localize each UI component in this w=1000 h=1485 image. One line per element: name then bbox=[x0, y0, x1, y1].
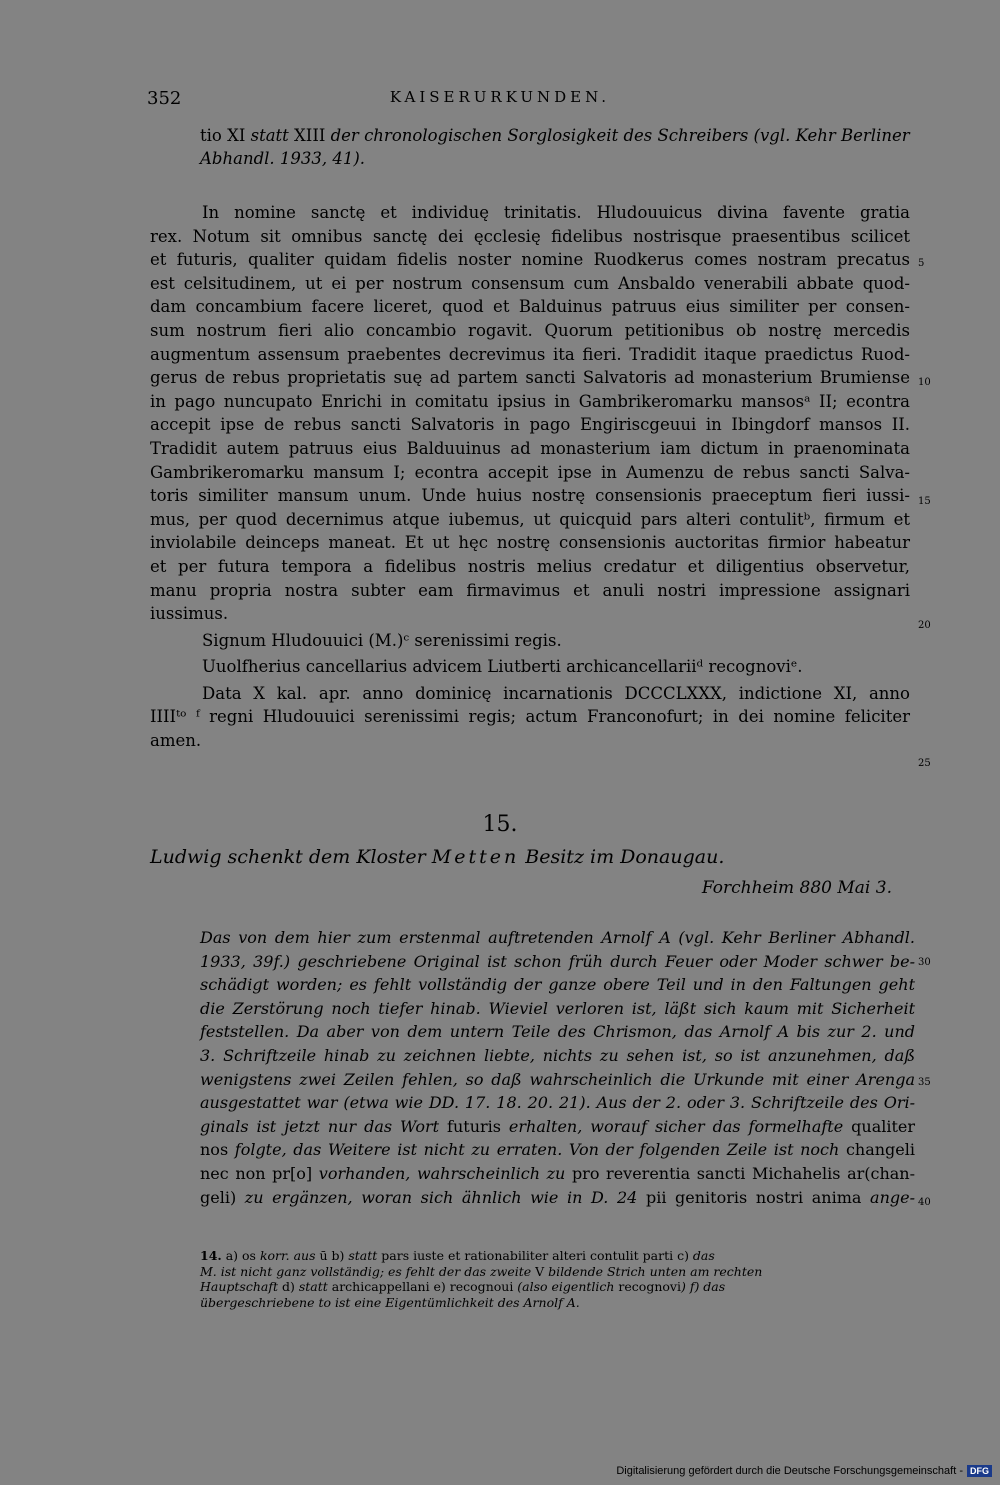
prelim-quote: qualiter bbox=[851, 1116, 916, 1136]
margin-number: 20 bbox=[918, 620, 931, 631]
fn-italic: übergeschriebene to ist eine Eigentümlichkeit des Arnolf A. bbox=[200, 1294, 580, 1310]
fn-text: archicappellani e) recognoui bbox=[327, 1279, 518, 1294]
prelim-line: ausgestattet war (etwa wie DD. 17. 18. 20. 21). Aus der 2. oder 3. Schriftzeile des Ori- bbox=[200, 1093, 915, 1113]
fn-italic: Hauptschaft bbox=[200, 1279, 278, 1294]
text-line: et futuris, qualiter quidam fidelis noster nomine Ruodkerus comes nostram precatus bbox=[150, 250, 910, 270]
text-line: et per futura tempora a fidelibus nostris melius credatur et diligentius observetur, bbox=[150, 556, 910, 576]
fn-italic: statt bbox=[298, 1279, 328, 1294]
text-line: est celsitudinem, ut ei per nostrum consensum cum Ansbaldo venerabili abbate quod- bbox=[150, 273, 910, 293]
text-line: accepit ipse de rebus sancti Salvatoris in pago Engiriscgeuui in Ibingdorf mansos II. bbox=[150, 415, 910, 435]
text-line: Tradidit autem patruus eius Balduuinus ad monasterium iam dictum in praenominata bbox=[150, 438, 910, 458]
fn-italic: statt bbox=[348, 1248, 378, 1263]
prelim-quote: pro reverentia sancti Michahelis ar(chan- bbox=[571, 1163, 916, 1183]
fn-text: ū b) bbox=[315, 1248, 349, 1263]
intro-rest2: Abhandl. 1933, 41). bbox=[200, 149, 366, 168]
prelim-text: ginals ist jetzt nur das Wort bbox=[200, 1116, 448, 1136]
prelim-text: ange- bbox=[861, 1187, 916, 1207]
prelim-line: 3. Schriftzeile hinab zu zeichnen liebte, nichts zu sehen ist, so ist anzunehmen, daß bbox=[200, 1045, 915, 1065]
title-post: Besitz im Donaugau. bbox=[519, 846, 725, 868]
prelim-line: schädigt worden; es fehlt vollständig der ganze obere Teil und in den Faltungen geht bbox=[200, 975, 915, 995]
recognition-line: Uuolfherius cancellarius advicem Liutberti archicancellariiᵈ recognoviᵉ. bbox=[202, 657, 803, 677]
title-pre: Ludwig schenkt dem Kloster bbox=[150, 846, 432, 868]
footnote-line bbox=[200, 1279, 915, 1295]
margin-number: 15 bbox=[918, 496, 931, 507]
footnote-line bbox=[200, 1295, 915, 1311]
text-line: gerus de rebus proprietatis suę ad partem sancti Salvatoris ad monasterium Brumiense bbox=[150, 368, 910, 388]
running-title: KAISERURKUNDEN. bbox=[389, 88, 611, 106]
text-line: In nomine sanctę et individuę trinitatis. Hludouuicus divina favente gratia bbox=[202, 203, 910, 222]
prelim-quote: nec non pr[o] bbox=[200, 1163, 313, 1183]
margin-number: 35 bbox=[918, 1077, 931, 1088]
prelim-quote: futuris bbox=[447, 1116, 501, 1136]
prelim-line: Das von dem hier zum erstenmal auftretenden Arnolf A (vgl. Kehr Berliner Abhandl. bbox=[200, 928, 915, 947]
text-line: iussimus. bbox=[150, 604, 229, 624]
preliminary-note bbox=[200, 926, 915, 1209]
dfg-logo: DFG bbox=[967, 1465, 992, 1477]
prelim-line bbox=[200, 1162, 915, 1186]
fn-text: V bbox=[535, 1263, 545, 1279]
intro-rest1: der chronologischen Sorglosigkeit des Schreibers (vgl. Kehr Berliner bbox=[330, 126, 910, 145]
prelim-line bbox=[200, 1138, 915, 1162]
footnote-line bbox=[200, 1264, 915, 1280]
funding-banner bbox=[616, 1465, 992, 1477]
intro-statt: statt bbox=[250, 126, 289, 145]
data-line: IIIIᵗᵒ ᶠ regni Hludouuici serenissimi regis; actum Franconofurt; in dei nomine feliciter bbox=[150, 707, 910, 727]
charter-text bbox=[150, 201, 910, 753]
fn-text: pars iuste et rationabiliter alteri contulit parti c) bbox=[377, 1248, 693, 1263]
margin-number: 30 bbox=[918, 957, 931, 968]
prelim-line: feststellen. Da aber von dem untern Teile des Chrismon, das Arnolf A bis zur 2. und bbox=[200, 1022, 915, 1042]
data-line: Data X kal. apr. anno dominicę incarnationis DCCCLXXX, indictione XI, anno bbox=[202, 683, 910, 703]
signum-line: Signum Hludouuici (M.)ᶜ serenissimi regis. bbox=[202, 630, 562, 650]
margin-number: 10 bbox=[918, 377, 931, 388]
fn-italic: M. ist nicht ganz vollständig; es fehlt der das zweite bbox=[200, 1263, 536, 1279]
fn-text: d) bbox=[278, 1279, 299, 1294]
text-line: augmentum assensum praebentes decrevimus ita fieri. Tradidit itaque praedictus Ruod- bbox=[150, 344, 910, 364]
text-line: rex. Notum sit omnibus sanctę dei ęcclesię fidelibus nostrisque praesentibus scilicet bbox=[150, 226, 910, 246]
prelim-quote: pii genitoris nostri anima bbox=[645, 1187, 862, 1207]
prelim-text: folgte, das Weitere ist nicht zu erraten. Von der folgenden Zeile ist noch bbox=[228, 1140, 846, 1160]
prelim-line: wenigstens zwei Zeilen fehlen, so daß wahrscheinlich die Urkunde mit einer Arenga bbox=[200, 1069, 915, 1089]
prelim-line: 1933, 39f.) geschriebene Original ist schon früh durch Feuer oder Moder schwer be- bbox=[200, 951, 915, 971]
text-line: sum nostrum fieri alio concambio rogavit. Quorum petitionibus ob nostrę mercedis bbox=[150, 320, 910, 340]
fn-italic: das bbox=[692, 1248, 715, 1263]
prelim-quote: nos bbox=[200, 1140, 229, 1160]
text-line: inviolabile deinceps maneat. Et ut hęc nostrę consensionis auctoritas firmior habeatur bbox=[150, 533, 910, 553]
prelim-line bbox=[200, 1115, 915, 1139]
text-line: Gambrikeromarku mansum I; econtra accepit ipse in Aumenzu de rebus sancti Salva- bbox=[150, 462, 910, 482]
intro-mid: XIII bbox=[288, 126, 331, 145]
footnote-label: 14. bbox=[200, 1248, 222, 1263]
page-number: 352 bbox=[147, 88, 182, 109]
intro-prefix: tio XI bbox=[200, 126, 251, 145]
prelim-text: vorhanden, wahrscheinlich zu bbox=[312, 1163, 572, 1183]
margin-number: 25 bbox=[918, 758, 931, 769]
text-line: toris similiter mansum unum. Unde huius nostrę consensionis praeceptum fieri iussi- bbox=[150, 486, 910, 506]
banner-text: Digitalisierung gefördert durch die Deutsche Forschungsgemeinschaft - bbox=[616, 1465, 963, 1477]
margin-number: 40 bbox=[918, 1197, 931, 1208]
fn-italic: (also eigentlich bbox=[517, 1279, 615, 1294]
fn-text: recognovi bbox=[614, 1279, 681, 1294]
text-line: dam concambium facere liceret, quod et Balduinus patruus eius similiter per consen- bbox=[150, 297, 910, 317]
prelim-quote: changeli bbox=[845, 1140, 915, 1160]
fn-text: a) os bbox=[221, 1248, 260, 1263]
data-line: amen. bbox=[150, 731, 202, 751]
prelim-text: erhalten, worauf sicher das formelhafte bbox=[500, 1116, 852, 1136]
fn-italic: ) f) das bbox=[680, 1279, 726, 1294]
footnote-line bbox=[200, 1248, 915, 1264]
document-title bbox=[150, 846, 724, 868]
document-place-date: Forchheim 880 Mai 3. bbox=[701, 878, 892, 898]
fn-italic: bildende Strich unten am rechten bbox=[544, 1263, 763, 1279]
text-line: manu propria nostra subter eam firmavimus et anuli nostri impressione assignari bbox=[150, 580, 910, 600]
text-line: in pago nuncupato Enrichi in comitatu ipsius in Gambrikeromarku mansosᵃ II; econtra bbox=[150, 391, 910, 411]
footnotes bbox=[200, 1248, 915, 1310]
prelim-quote: geli) bbox=[200, 1187, 237, 1207]
prelim-text: zu ergänzen, woran sich ähnlich wie in D. 24 bbox=[236, 1187, 646, 1207]
fn-italic: korr. aus bbox=[259, 1248, 316, 1263]
prelim-line: die Zerstörung noch tiefer hinab. Wieviel verloren ist, läßt sich kaum mit Sicherheit bbox=[200, 998, 915, 1018]
title-name: Metten bbox=[431, 846, 520, 868]
prelim-line bbox=[200, 1186, 915, 1210]
intro-note bbox=[200, 124, 915, 170]
margin-number: 5 bbox=[918, 258, 925, 269]
text-line: mus, per quod decernimus atque iubemus, ut quicquid pars alteri contulitᵇ, firmum et bbox=[150, 509, 910, 529]
document-number: 15. bbox=[482, 812, 518, 837]
